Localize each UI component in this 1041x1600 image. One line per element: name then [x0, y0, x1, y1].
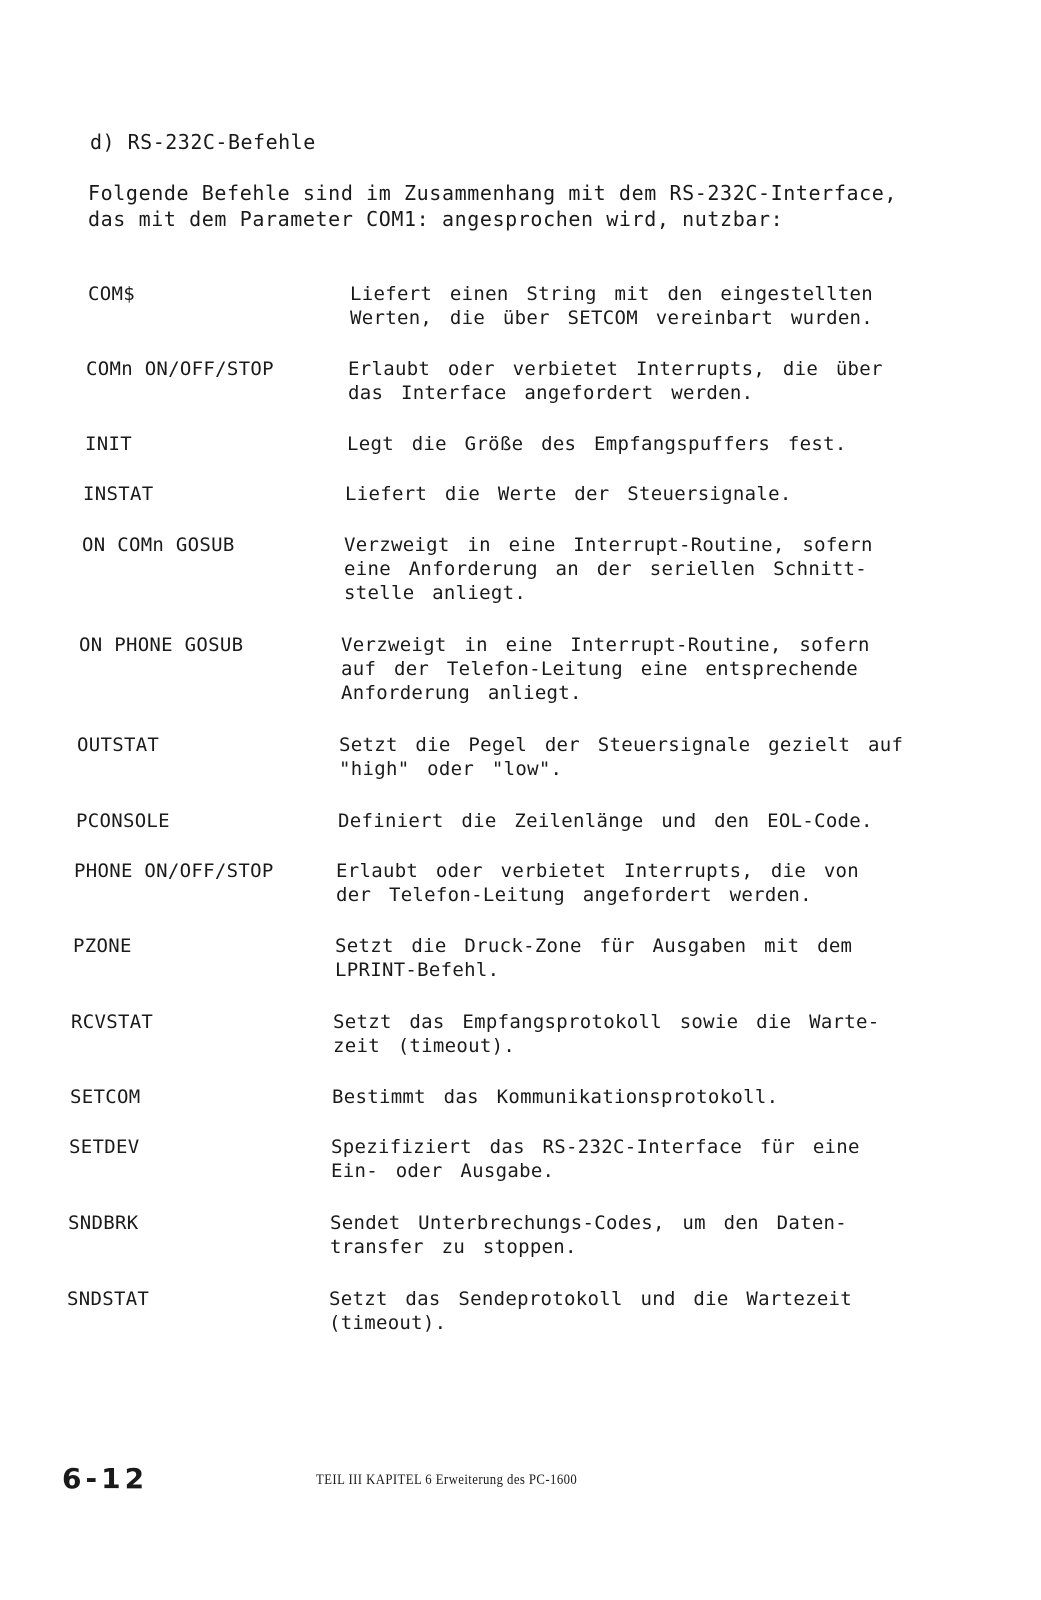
command-description: Setzt das Empfangsprotokoll sowie die Warte- zeit (timeout). — [333, 1011, 880, 1057]
command-description: Setzt das Sendeprotokoll und die Wartezeit (timeout). — [329, 1288, 853, 1334]
command-name: COMn ON/OFF/STOP — [86, 358, 274, 380]
intro-paragraph — [88, 180, 968, 232]
command-name: INIT — [85, 433, 132, 455]
page-footer — [0, 1462, 1041, 1502]
command-name: SETCOM — [70, 1086, 141, 1108]
command-description: Verzweigt in eine Interrupt-Routine, sofern eine Anforderung an der seriellen Schnitt- stelle anliegt. — [344, 534, 873, 604]
intro-line-1: Folgende Befehle sind im Zusammenhang mit dem RS-232C-Interface, — [88, 181, 898, 205]
command-description: Spezifiziert das RS-232C-Interface für eine Ein- oder Ausgabe. — [331, 1136, 860, 1182]
command-description: Setzt die Druck-Zone für Ausgaben mit dem LPRINT-Befehl. — [335, 935, 853, 981]
command-name: PZONE — [73, 935, 132, 957]
command-name: SETDEV — [69, 1136, 140, 1158]
command-name: ON PHONE GOSUB — [79, 634, 244, 656]
section-heading: d) RS-232C-Befehle — [90, 130, 316, 154]
command-name: OUTSTAT — [77, 734, 160, 756]
command-name: ON COMn GOSUB — [82, 534, 235, 556]
command-description: Legt die Größe des Empfangspuffers fest. — [347, 433, 847, 455]
command-description: Definiert die Zeilenlänge und den EOL-Code. — [338, 810, 873, 832]
command-description: Verzweigt in eine Interrupt-Routine, sofern auf der Telefon-Leitung eine entsprechende Anforderung anliegt. — [341, 634, 870, 704]
command-description: Sendet Unterbrechungs-Codes, um den Daten- transfer zu stoppen. — [330, 1212, 848, 1258]
page-number: 6-12 — [62, 1462, 149, 1495]
command-description: Liefert die Werte der Steuersignale. — [345, 483, 792, 505]
intro-line-2: das mit dem Parameter COM1: angesprochen wird, nutzbar: — [88, 207, 784, 231]
command-name: COM$ — [88, 283, 135, 305]
command-description: Liefert einen String mit den eingestellten Werten, die über SETCOM vereinbart wurden. — [350, 283, 874, 329]
command-name: SNDSTAT — [67, 1288, 150, 1310]
command-name: PHONE ON/OFF/STOP — [74, 860, 274, 882]
command-name: INSTAT — [83, 483, 154, 505]
command-description: Erlaubt oder verbietet Interrupts, die über das Interface angefordert werden. — [348, 358, 883, 404]
command-description: Erlaubt oder verbietet Interrupts, die von der Telefon-Leitung angefordert werden. — [336, 860, 860, 906]
command-name: RCVSTAT — [71, 1011, 154, 1033]
footer-chapter-text: TEIL III KAPITEL 6 Erweiterung des PC-1600 — [316, 1472, 578, 1488]
command-description: Bestimmt das Kommunikationsprotokoll. — [332, 1086, 779, 1108]
command-name: PCONSOLE — [76, 810, 170, 832]
command-description: Setzt die Pegel der Steuersignale gezielt auf "high" oder "low". — [339, 734, 904, 780]
command-name: SNDBRK — [68, 1212, 139, 1234]
